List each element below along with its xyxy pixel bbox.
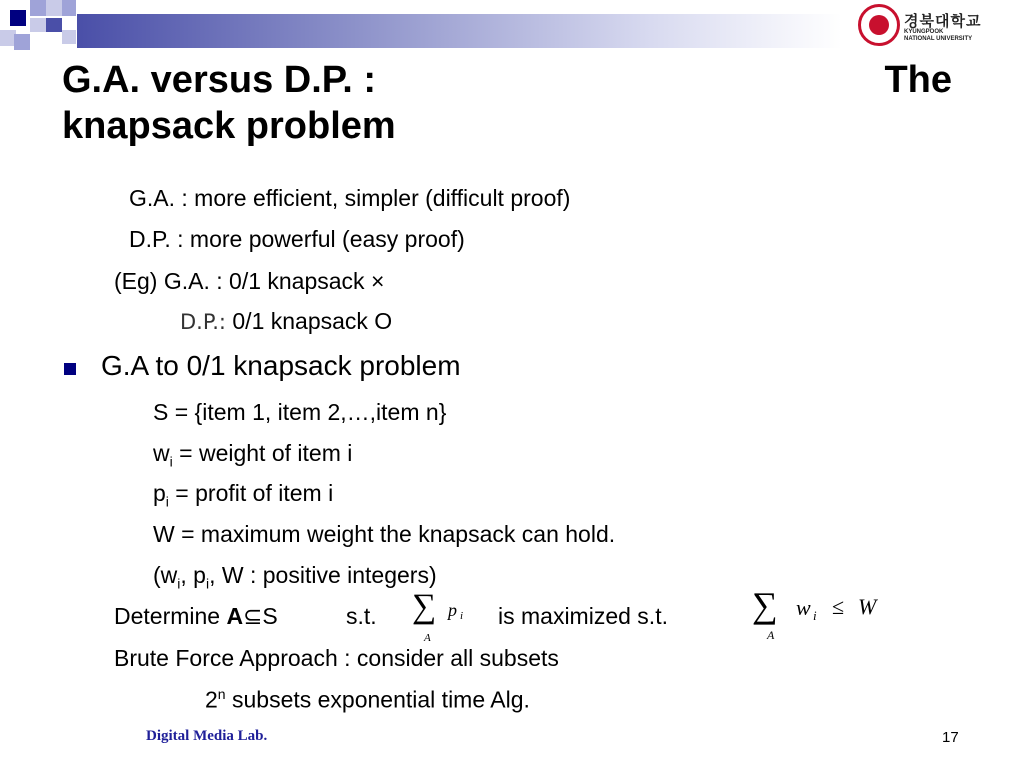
formula-leq: ≤ (832, 594, 845, 619)
determine-line (114, 603, 278, 630)
body-line-dp-knapsack (180, 308, 392, 335)
formula-w: w (796, 595, 811, 620)
exp-base: 2 (205, 686, 218, 713)
formula-W: W (858, 594, 877, 619)
exp-sup: n (217, 686, 226, 702)
dp-knapsack: 0/1 knapsack O (232, 308, 393, 334)
title-line1-right: The (884, 59, 952, 101)
p-subscript: i (165, 493, 169, 510)
p-text: = profit of item i (168, 480, 334, 506)
bullet-heading: G.A to 0/1 knapsack problem (101, 350, 461, 381)
logo-english-name: KYUNGPOOK NATIONAL UNIVERSITY (904, 29, 973, 42)
exp-rest: subsets exponential time Alg. (225, 686, 530, 713)
p-symbol: p (153, 480, 166, 506)
such-that: s.t. (346, 603, 377, 629)
formula-p-sub: i (460, 610, 464, 622)
body-line-ga: G.A. : more efficient, simpler (difficult proof) (129, 185, 571, 211)
formula-p: p (448, 600, 457, 620)
sum-symbol-2: ∑ (752, 585, 778, 625)
determine-text: Determine (114, 603, 227, 629)
slide-title (62, 57, 952, 149)
maximized-text: is maximized s.t. (498, 603, 668, 629)
capacity-definition: W = maximum weight the knapsack can hold. (153, 521, 616, 547)
university-logo (858, 4, 1008, 48)
dp-prefix: D.P.: (180, 310, 226, 334)
determine-A: A (226, 603, 244, 629)
page-number: 17 (942, 729, 959, 746)
sum-symbol: ∑ (412, 588, 437, 625)
header-gradient-band (77, 14, 842, 48)
pos-open: (w (153, 562, 178, 588)
w-text: = weight of item i (172, 440, 353, 466)
weight-definition (153, 440, 352, 470)
pos-sub1: i (177, 575, 181, 592)
body-line-dp: D.P. : more powerful (easy proof) (129, 226, 465, 252)
formula-w-sub: i (813, 608, 817, 623)
set-definition: S = {item 1, item 2,…,item n} (153, 399, 447, 425)
formula-A-sub-2: A (767, 628, 775, 642)
w-subscript: i (169, 453, 173, 470)
university-seal-icon (858, 4, 900, 46)
pos-rest: , W : positive integers) (209, 562, 437, 588)
brute-force-line: Brute Force Approach : consider all subsets (114, 645, 559, 671)
pos-mid: , p (180, 562, 206, 588)
exponential-line (205, 686, 530, 714)
body-line-eg: (Eg) G.A. : 0/1 knapsack × (114, 268, 385, 294)
bullet-square-icon (64, 363, 76, 375)
determine-subset: ⊆S (243, 603, 278, 629)
pos-sub2: i (205, 575, 210, 592)
positive-integers (153, 562, 437, 592)
logo-korean-name: 경북대학교 (904, 12, 982, 30)
formula-A-sub: A (424, 632, 431, 644)
w-symbol: w (153, 440, 170, 466)
footer-lab-name: Digital Media Lab. (146, 728, 268, 744)
title-line1-left: G.A. versus D.P. : (62, 59, 376, 101)
title-line2: knapsack problem (62, 105, 396, 147)
profit-definition (153, 480, 333, 510)
